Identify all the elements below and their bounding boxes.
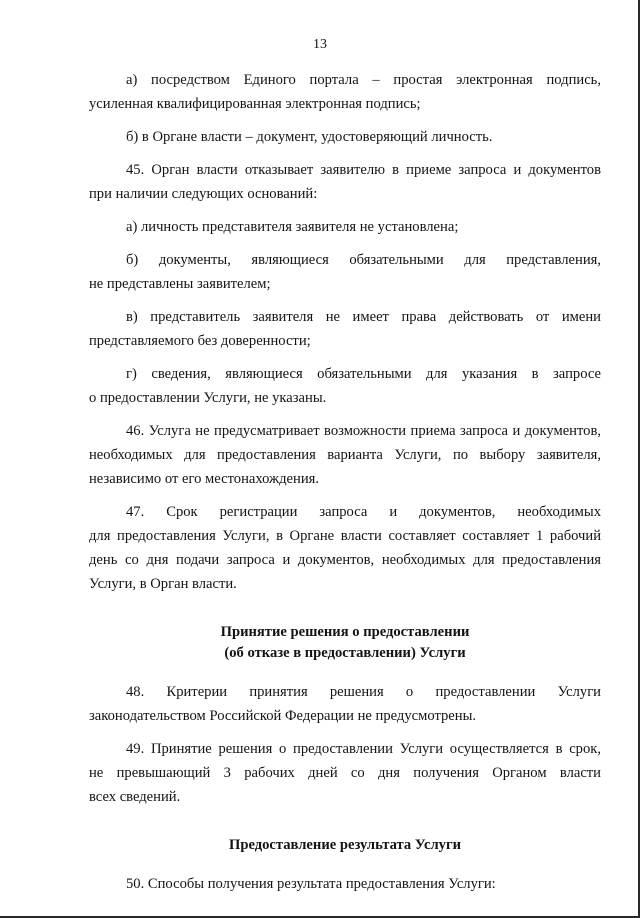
paragraph-line: не представлены заявителем; (89, 276, 271, 292)
paragraph (89, 419, 601, 491)
paragraph-line: 50. Способы получения результата предоставления Услуги: (126, 876, 496, 892)
paragraph-line: для предоставления Услуги, в Органе власти составляет составляет 1 рабочий (89, 528, 601, 544)
paragraph-line: 48. Критерии принятия решения о предоставлении Услуги (126, 684, 601, 700)
paragraph (89, 500, 601, 596)
heading-line: Принятие решения о предоставлении (220, 624, 470, 640)
paragraph-group-decision (89, 680, 601, 809)
paragraph-line: день со дня подачи запроса и документов, необходимых для предоставления (89, 552, 601, 568)
heading-line: (об отказе в предоставлении) Услуги (224, 645, 466, 661)
paragraph-group-result (89, 872, 601, 896)
paragraph (89, 248, 601, 296)
paragraph (89, 125, 601, 149)
page-number: 13 (313, 37, 327, 52)
paragraph (89, 305, 601, 353)
paragraph-line: 49. Принятие решения о предоставлении Услуги осуществляется в срок, (126, 741, 601, 757)
paragraph (89, 68, 601, 116)
paragraph-line: б) документы, являющиеся обязательными для представления, (126, 252, 601, 268)
paragraph-line: г) сведения, являющиеся обязательными для указания в запросе (126, 366, 601, 382)
paragraph (89, 872, 601, 896)
paragraph-line: 45. Орган власти отказывает заявителю в приеме запроса и документов (126, 162, 601, 178)
paragraph-line: о предоставлении Услуги, не указаны. (89, 390, 327, 406)
heading-line: Предоставление результата Услуги (229, 837, 461, 853)
paragraph (89, 362, 601, 410)
paragraph-line: законодательством Российской Федерации не предусмотрены. (89, 708, 477, 724)
paragraph (89, 680, 601, 728)
paragraph (89, 737, 601, 809)
paragraph-line: 46. Услуга не предусматривает возможности приема запроса и документов, (126, 423, 601, 439)
paragraph-line: а) личность представителя заявителя не установлена; (126, 219, 459, 235)
paragraph-group-applications (89, 68, 601, 596)
paragraph (89, 158, 601, 206)
paragraph-line: необходимых для предоставления варианта Услуги, по выбору заявителя, (89, 447, 601, 463)
paragraph-line: усиленная квалифицированная электронная подпись; (89, 96, 421, 112)
paragraph-line: Услуги, в Орган власти. (89, 576, 237, 592)
paragraph-line: б) в Органе власти – документ, удостоверяющий личность. (126, 129, 493, 145)
section-heading-decision (89, 622, 601, 664)
paragraph-line: в) представитель заявителя не имеет права действовать от имени (126, 309, 601, 325)
section-heading-result (89, 835, 601, 856)
paragraph-line: при наличии следующих оснований: (89, 186, 318, 202)
paragraph-line: всех сведений. (89, 789, 181, 805)
paragraph-line: независимо от его местонахождения. (89, 471, 320, 487)
paragraph-line: не превышающий 3 рабочих дней со дня получения Органом власти (89, 765, 601, 781)
paragraph-line: представляемого без доверенности; (89, 333, 311, 349)
document-body (89, 68, 601, 905)
paragraph-line: а) посредством Единого портала – простая электронная подпись, (126, 72, 601, 88)
paragraph-line: 47. Срок регистрации запроса и документов, необходимых (126, 504, 601, 520)
paragraph (89, 215, 601, 239)
